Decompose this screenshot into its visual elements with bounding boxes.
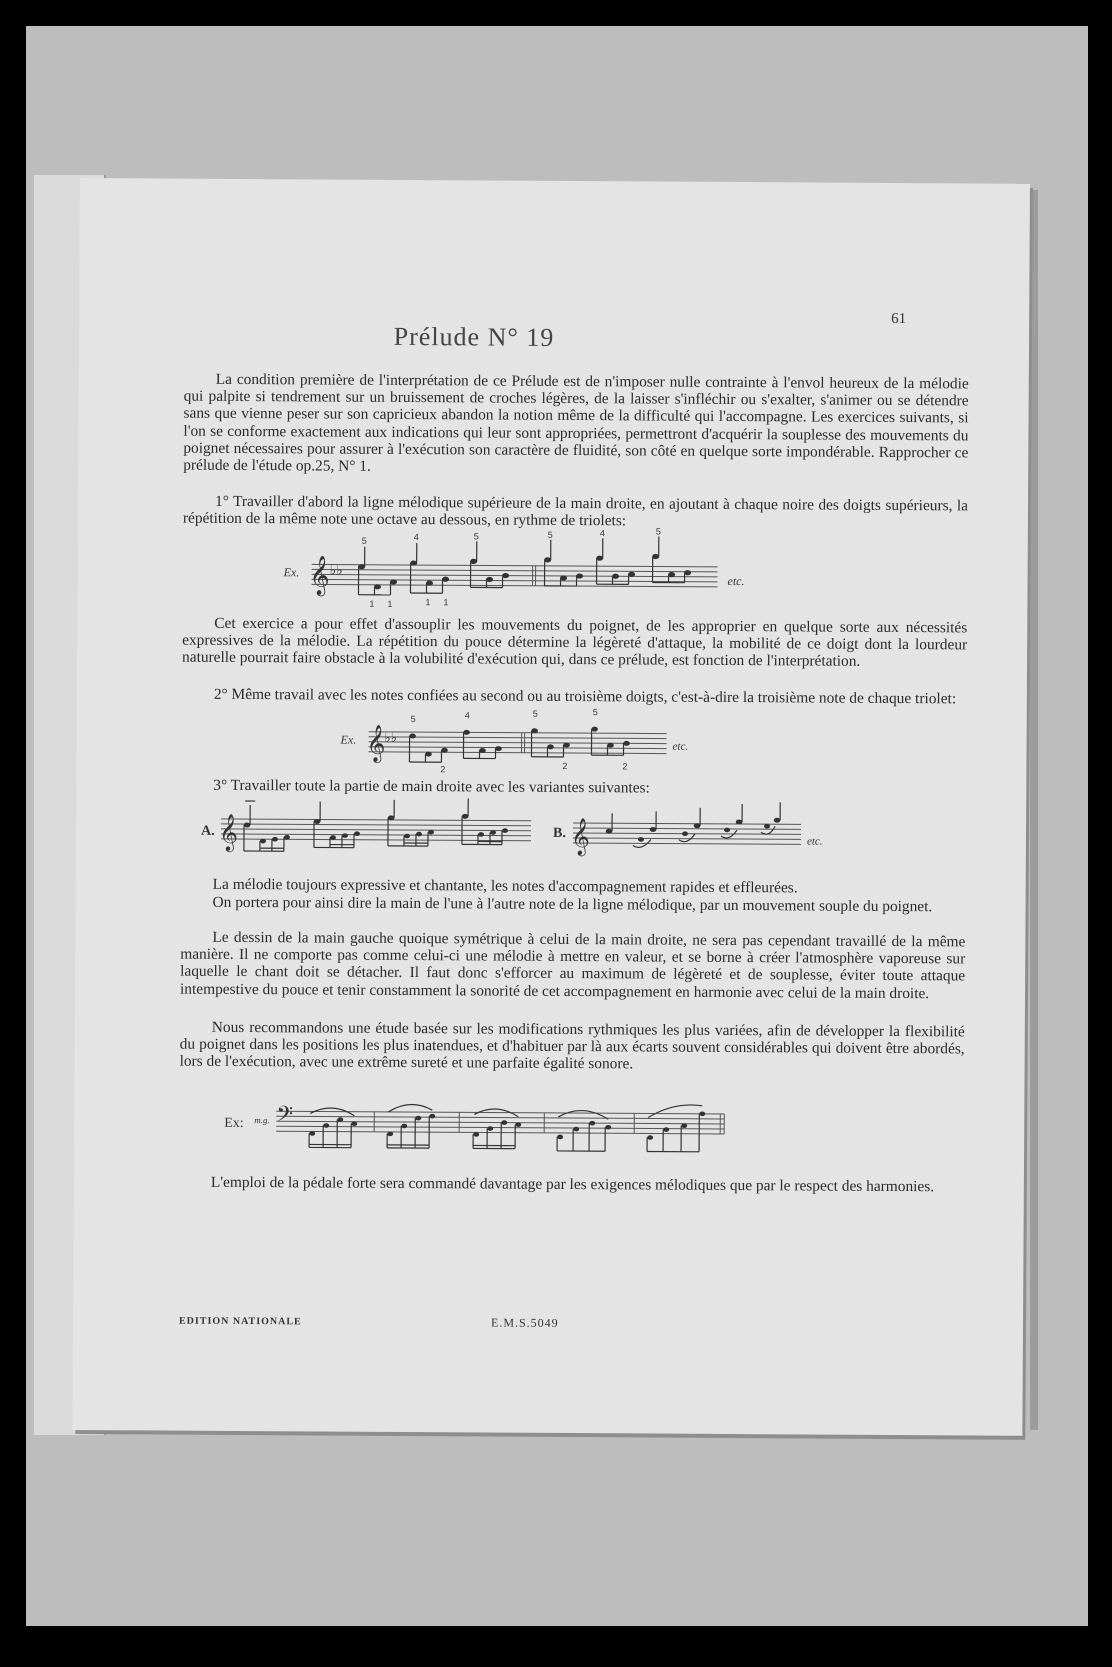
paragraph-melody: La mélodie toujours expressive et chantante, les notes d'accompagnement rapides et effleurées. <box>212 875 798 897</box>
finger: 5 <box>592 707 598 718</box>
paragraph-effect: Cet exercice a pour effet d'assouplir les mouvements du poignet, de les approprier en quelque sorte aux nécessités expressives de la mélodie. La répétition du pouce détermine la légèreté d'attaque, la mobilité de ce doigt dont la lourdeur naturelle pourrait faire obstacle à la volubilité d'exécution qui, dans ce prélude, est fonction de l'interprétation. <box>182 614 968 671</box>
paragraph-pedal: L'emploi de la pédale forte sera commandé davantage par les exigences mélodiques que par le respect des harmonies. <box>210 1173 935 1196</box>
finger: 5 <box>410 714 416 725</box>
ex-label: Ex: <box>224 1115 244 1132</box>
etc-label: etc. <box>727 573 745 589</box>
staff-lines <box>312 564 718 586</box>
music-example-variants <box>201 797 861 871</box>
fingering-ex1 <box>361 525 661 611</box>
paragraph-exercise-3: 3° Travailler toute la partie de main droite avec les variantes suivantes: <box>213 776 650 797</box>
paragraph-exercise-1: 1° Travailler d'abord la ligne mélodique supérieure de la main droite, en ajoutant à chaque noire des doigts supérieurs, la répétition de la même note une octave au dessous, en rythme de triolets: <box>182 492 969 530</box>
finger: 5 <box>361 535 367 546</box>
fingering-ex2 <box>410 706 627 775</box>
bass-clef: 𝄢 <box>276 1102 294 1132</box>
variant-a-label: A. <box>200 823 215 839</box>
mg-label: m.g. <box>254 1115 270 1126</box>
finger: 2 <box>440 764 446 775</box>
finger: 5 <box>532 708 538 719</box>
paragraph-wrist: On portera pour ainsi dire la main de l'une à l'autre note de la ligne mélodique, par un mouvement souple du poignet. <box>212 893 933 916</box>
finger: 1 <box>387 598 393 609</box>
treble-clef: 𝄞 <box>309 557 330 595</box>
paragraph-intro: La condition première de l'interprétation de ce Prélude est de n'imposer nulle contrainte à l'envol heureux de la mélodie qui palpite si tendrement sur un bruissement de croches légères, de la laisser s'infléchir ou s'exalter, s'animer ou se détendre sans que vienne peser sur son capricieux abandon la notion même de la difficulté qui l'accompagne. Les exercices suivants, si l'on se conforme exactement aux indications qui leur sont appropriées, permettront d'acquérir la souplesse des mouvements du poignet nécessaires pour assurer à l'exécution son caractère de fluidité, son côté en quelque sorte impondérable. Rapprocher ce prélude de l'étude op.25, N° 1. <box>183 370 969 475</box>
footer-plate-number: E.M.S.5049 <box>490 1315 559 1330</box>
finger: 4 <box>413 532 419 543</box>
finger: 5 <box>473 531 479 542</box>
finger: 5 <box>547 529 553 540</box>
music-example-1 <box>277 526 777 617</box>
finger: 1 <box>443 597 449 608</box>
finger: 1 <box>425 597 431 608</box>
svg-text:𝄞: 𝄞 <box>218 813 239 850</box>
page-number: 61 <box>891 310 907 328</box>
variant-b-label: B. <box>552 825 566 841</box>
treble-clef: 𝄞 <box>366 724 386 761</box>
page-title: Prélude N° 19 <box>393 321 555 352</box>
etc-label: etc. <box>672 740 689 753</box>
paragraph-left-hand: Le dessin de la main gauche quoique symétrique à celui de la main droite, ne sera pas cependant travaillé de la même manière. Il ne comporte pas comme celui-ci une mélodie à mettre en valeur, et se borne à créer l'atmosphère vaporeuse sur laquelle le chant doit se détacher. Il faut donc s'efforcer au maximum de légèreté et de souplesse, éviter toute attaque intempestive du pouce et tenir constamment la sonorité de cet accompagnement en harmonie avec celui de la main droite. <box>179 928 966 1002</box>
flat-signs: ♭♭ <box>329 563 343 579</box>
finger: 2 <box>622 761 628 772</box>
paragraph-exercise-2: 2° Même travail avec les notes confiées au second ou au troisième doigts, c'est-à-dire la troisième note de chaque triolet: <box>213 685 957 708</box>
ex-label: Ex. <box>283 565 300 580</box>
finger: 5 <box>655 526 661 537</box>
score-page <box>72 178 1030 1436</box>
finger: 4 <box>599 528 605 539</box>
stems-ex2 <box>409 728 623 763</box>
svg-text:𝄞: 𝄞 <box>570 818 591 855</box>
footer-publisher: EDITION NATIONALE <box>178 1315 302 1328</box>
music-example-2 <box>336 706 736 778</box>
paragraph-rhythm: Nous recommandons une étude basée sur les modifications rythmiques les plus variées, afin de développer la flexibilité du poignet dans les positions les plus inatendues, et d'habituer par là aux écarts souvent considérables qui doivent être abordés, lors de l'exécution, avec une extrême sureté et une parfaite égalité sonore. <box>179 1018 965 1073</box>
page-stack-edge <box>1030 190 1038 1430</box>
ex-label: Ex. <box>340 732 357 747</box>
finger: 2 <box>562 760 568 771</box>
finger: 4 <box>464 710 470 721</box>
finger: 1 <box>369 598 375 609</box>
etc-label: etc. <box>806 835 823 848</box>
flat-signs: ♭♭ <box>384 729 397 745</box>
music-example-left-hand <box>214 1089 774 1162</box>
